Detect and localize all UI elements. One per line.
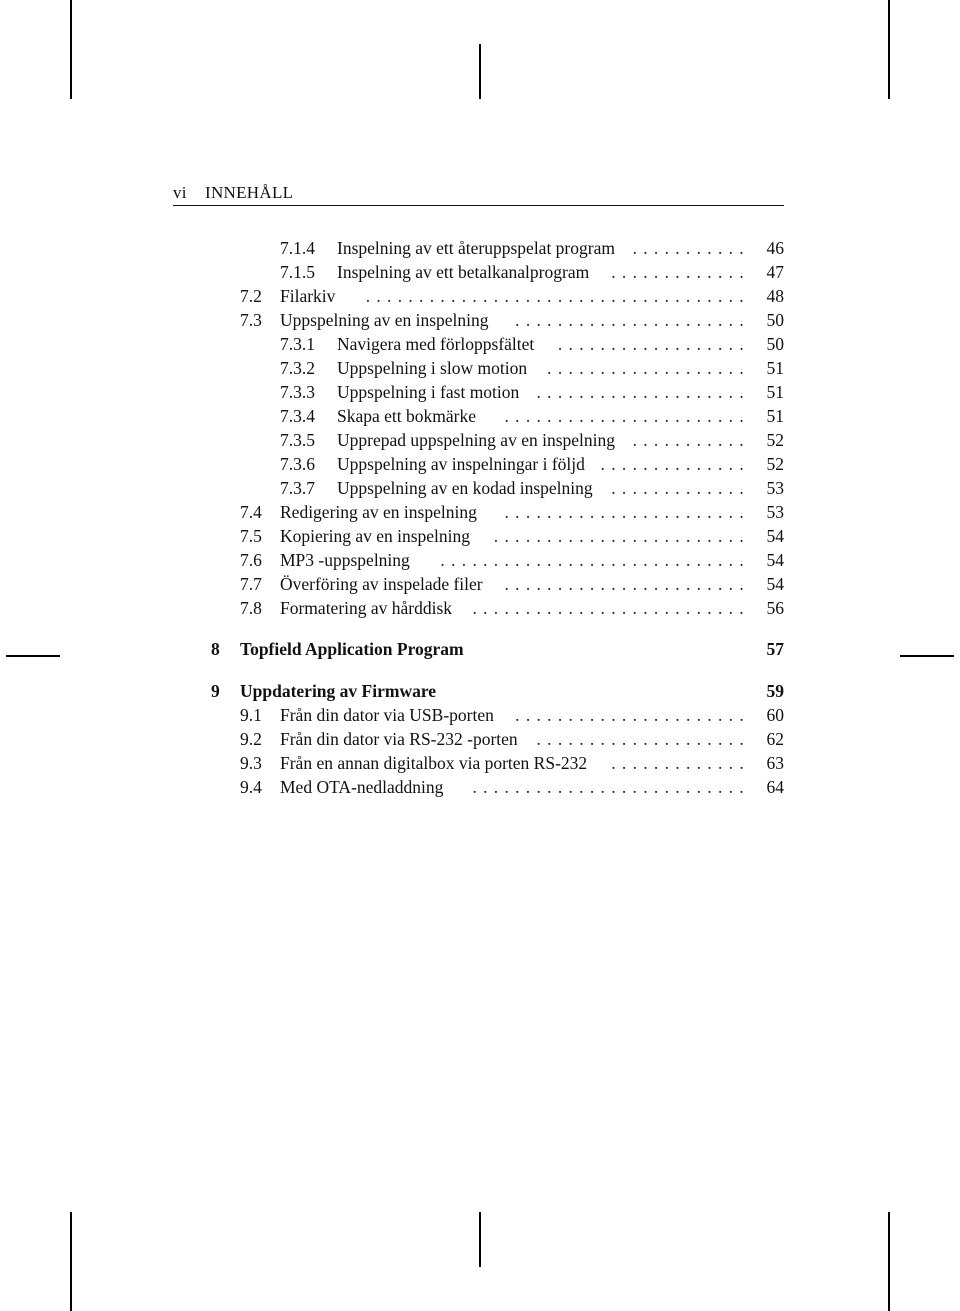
toc-entry-page: 47	[766, 262, 784, 282]
toc-dot-leader: .............	[611, 753, 750, 773]
toc-entry-title: Från din dator via USB-porten	[280, 705, 494, 725]
toc-entry-number: 7.3.3	[280, 382, 315, 402]
crop-mark-top-right	[888, 0, 890, 99]
toc-entry[interactable]	[280, 452, 784, 476]
toc-entry-number: 9.1	[240, 705, 262, 725]
toc-entry[interactable]	[211, 637, 784, 661]
toc-entry-number: 7.5	[240, 526, 262, 546]
toc-dot-leader: .......................	[504, 574, 750, 594]
toc-dot-leader: ..........................	[472, 598, 750, 618]
toc-dot-leader: .............	[611, 262, 750, 282]
toc-dot-leader: ..................	[557, 334, 750, 354]
toc-entry-number: 7.3.2	[280, 358, 315, 378]
toc-entry-title: Överföring av inspelade filer	[280, 574, 483, 594]
toc-entry-number: 7.3.6	[280, 454, 315, 474]
toc-entry-title: Upprepad uppspelning av en inspelning	[337, 430, 616, 450]
toc-entry-title: Uppspelning av en kodad inspelning	[337, 478, 593, 498]
toc-entry[interactable]	[280, 356, 784, 380]
header-page-number: vi	[173, 183, 187, 202]
toc-entry-title: Uppspelning i fast motion	[337, 382, 520, 402]
toc-entry-page: 51	[766, 406, 784, 426]
crop-mark-bottom-center	[479, 1212, 481, 1267]
toc-entry[interactable]	[240, 572, 784, 596]
toc-entry-title: Uppdatering av Firmware	[240, 681, 437, 701]
toc-entry-page: 51	[766, 358, 784, 378]
toc-entry-number: 9.4	[240, 777, 262, 797]
toc-entry-number: 7.3.1	[280, 334, 315, 354]
toc-entry[interactable]	[240, 727, 784, 751]
toc-entry[interactable]	[240, 524, 784, 548]
toc-dot-leader: ........................	[493, 526, 750, 546]
toc-entry-page: 59	[766, 681, 784, 701]
toc-entry-page: 52	[766, 430, 784, 450]
toc-entry[interactable]	[240, 775, 784, 799]
header-title: INNEHÅLL	[205, 183, 294, 202]
crop-mark-top-center	[479, 44, 481, 99]
toc-entry-number: 7.3	[240, 310, 262, 330]
toc-entry[interactable]	[280, 428, 784, 452]
toc-entry-number: 8	[211, 639, 220, 659]
toc-entry-page: 46	[766, 238, 784, 258]
toc-entry-number: 7.6	[240, 550, 262, 570]
toc-dot-leader: ....................................	[365, 286, 750, 306]
toc-dot-leader: ...........	[632, 238, 750, 258]
toc-entry[interactable]	[240, 500, 784, 524]
toc-entry-page: 53	[766, 502, 784, 522]
toc-entry-page: 62	[766, 729, 784, 749]
toc-entry-title: Kopiering av en inspelning	[280, 526, 471, 546]
toc-entry[interactable]	[240, 548, 784, 572]
toc-entry-page: 63	[766, 753, 784, 773]
toc-entry[interactable]	[240, 284, 784, 308]
toc-entry-page: 57	[766, 639, 784, 659]
crop-mark-mid-right	[900, 655, 954, 657]
toc-entry-number: 7.8	[240, 598, 262, 618]
running-header	[173, 183, 784, 203]
toc-entry-title: Med OTA-nedladdning	[280, 777, 444, 797]
toc-entry-page: 48	[766, 286, 784, 306]
toc-entry-title: MP3 -uppspelning	[280, 550, 410, 570]
toc-entry[interactable]	[280, 404, 784, 428]
toc-entry[interactable]	[211, 679, 784, 703]
toc-entry[interactable]	[240, 596, 784, 620]
toc-entry-number: 7.1.5	[280, 262, 315, 282]
toc-entry-title: Skapa ett bokmärke	[337, 406, 476, 426]
toc-entry-title: Inspelning av ett återuppspelat program	[337, 238, 615, 258]
toc-entry-title: Redigering av en inspelning	[280, 502, 477, 522]
toc-entry-page: 50	[766, 334, 784, 354]
toc-entry-page: 54	[766, 550, 784, 570]
toc-entry-title: Topfield Application Program	[240, 639, 464, 659]
toc-entry-number: 7.1.4	[280, 238, 315, 258]
crop-mark-top-left	[70, 0, 72, 99]
toc-entry[interactable]	[240, 703, 784, 727]
toc-entry-title: Uppspelning i slow motion	[337, 358, 528, 378]
toc-dot-leader: .............................	[440, 550, 750, 570]
toc-dot-leader: ....................	[536, 382, 750, 402]
toc-entry-page: 54	[766, 574, 784, 594]
toc-entry[interactable]	[280, 332, 784, 356]
toc-entry[interactable]	[280, 476, 784, 500]
toc-entry-number: 9.3	[240, 753, 262, 773]
toc-entry[interactable]	[240, 751, 784, 775]
toc-dot-leader: ..............	[600, 454, 750, 474]
toc-entry-number: 7.7	[240, 574, 262, 594]
toc-entry-title: Uppspelning av en inspelning	[280, 310, 489, 330]
toc-entry-title: Från en annan digitalbox via porten RS-232	[280, 753, 588, 773]
toc-dot-leader: .............	[611, 478, 750, 498]
toc-entry-page: 60	[766, 705, 784, 725]
toc-entry[interactable]	[240, 308, 784, 332]
toc-entry[interactable]	[280, 260, 784, 284]
toc-entry-page: 53	[766, 478, 784, 498]
toc-entry-number: 7.4	[240, 502, 262, 522]
toc-entry-page: 50	[766, 310, 784, 330]
toc-entry-title: Formatering av hårddisk	[280, 598, 453, 618]
toc-entry-title: Uppspelning av inspelningar i följd	[337, 454, 585, 474]
toc-dot-leader: ......................	[515, 705, 750, 725]
toc-dot-leader: .......................	[504, 502, 750, 522]
toc-entry-number: 9	[211, 681, 220, 701]
toc-entry-number: 7.3.5	[280, 430, 315, 450]
toc-entry[interactable]	[280, 380, 784, 404]
toc-entry-title: Från din dator via RS-232 -porten	[280, 729, 518, 749]
crop-mark-mid-left	[6, 655, 60, 657]
toc-entry-title: Filarkiv	[280, 286, 336, 306]
toc-dot-leader: ......................	[515, 310, 750, 330]
header-rule	[173, 205, 784, 206]
toc-entry-number: 7.3.7	[280, 478, 315, 498]
crop-mark-bottom-left	[70, 1212, 72, 1311]
toc-entry-page: 64	[766, 777, 784, 797]
toc-entry-number: 9.2	[240, 729, 262, 749]
toc-entry-title: Navigera med förloppsfältet	[337, 334, 535, 354]
toc-dot-leader: ..........................	[472, 777, 750, 797]
toc-dot-leader: ....................	[536, 729, 750, 749]
toc-entry-page: 56	[766, 598, 784, 618]
toc-entry-number: 7.2	[240, 286, 262, 306]
toc-dot-leader: ...................	[547, 358, 750, 378]
toc-entry-page: 52	[766, 454, 784, 474]
toc-dot-leader: .......................	[504, 406, 750, 426]
crop-mark-bottom-right	[888, 1212, 890, 1311]
toc-entry-number: 7.3.4	[280, 406, 315, 426]
toc-dot-leader: ...........	[632, 430, 750, 450]
toc-entry-page: 51	[766, 382, 784, 402]
toc-entry-title: Inspelning av ett betalkanalprogram	[337, 262, 590, 282]
toc-entry-page: 54	[766, 526, 784, 546]
toc-entry[interactable]	[280, 236, 784, 260]
